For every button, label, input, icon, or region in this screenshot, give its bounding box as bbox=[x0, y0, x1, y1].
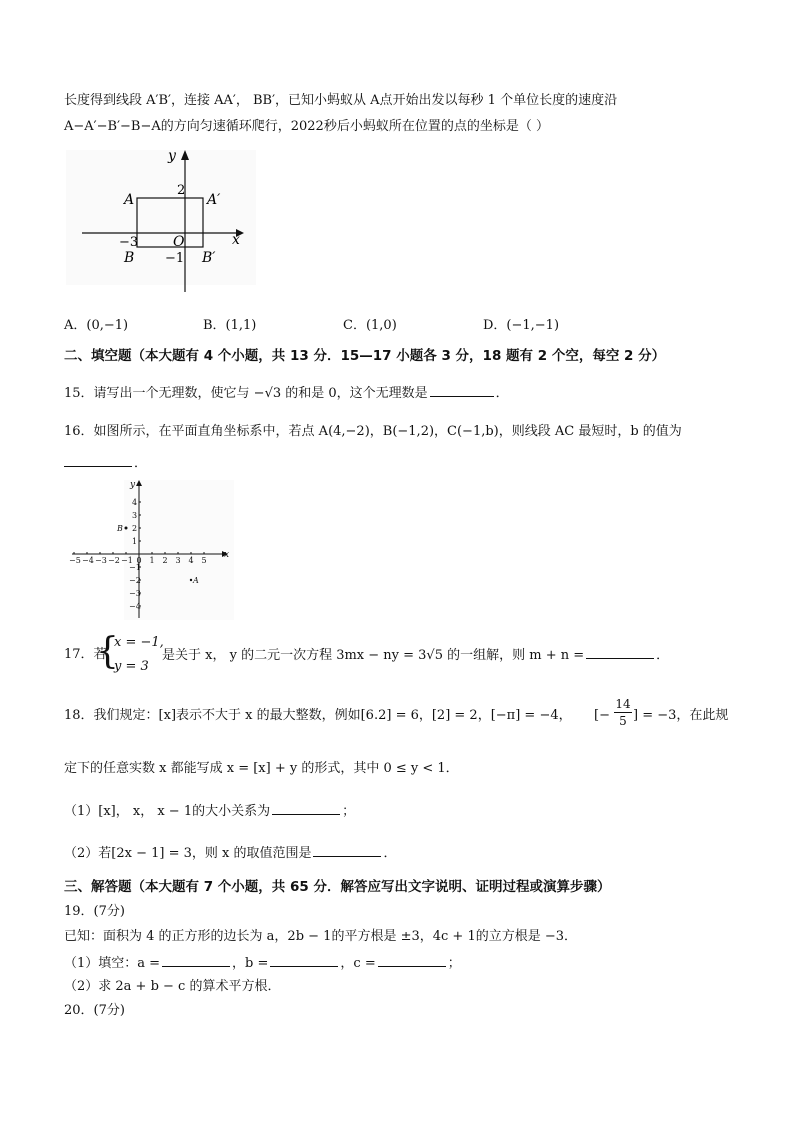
q17-eq1: x = −1, bbox=[114, 635, 164, 650]
q19-sub1-a-label: （1）填空：a = bbox=[64, 956, 161, 971]
q14-point-A: A bbox=[124, 192, 135, 208]
q17-question bbox=[162, 646, 669, 665]
q18-frac-pre: [− bbox=[594, 708, 610, 723]
q19-sub1-end: ； bbox=[447, 956, 461, 971]
q14-tick-2: 2 bbox=[177, 183, 186, 198]
q16-x-tick-label: 3 bbox=[175, 556, 181, 565]
q16-point-A-label: A bbox=[193, 576, 199, 585]
q16-x-tick-label: 1 bbox=[149, 556, 155, 565]
q16-y-tick-label: −2 bbox=[129, 576, 141, 585]
q14-tick-m1: −1 bbox=[165, 251, 185, 266]
q17-eq2: y = 3 bbox=[114, 659, 149, 674]
q14-point-B-prime: B′ bbox=[202, 250, 216, 266]
q14-y-label: y bbox=[168, 148, 176, 164]
q18-line1: 18．我们规定：[x]表示不大于 x 的最大整数，例如[6.2] = 6，[2] = 2，[−π] = −4， bbox=[64, 708, 572, 723]
section3-heading: 三、解答题（本大题有 7 个小题，共 65 分．解答应写出文字说明、证明过程或演算步骤） bbox=[64, 879, 611, 895]
q18-frac-num: 14 bbox=[615, 697, 631, 711]
q16-answer-line bbox=[64, 454, 147, 473]
q17-prefix: 17．若 bbox=[64, 647, 107, 662]
q16-x-tick-label: 0 bbox=[136, 556, 142, 565]
q18-line2: 定下的任意实数 x 都能写成 x = [x] + y 的形式，其中 0 ≤ y < 1． bbox=[64, 761, 459, 776]
q14-line1: 长度得到线段 A′B′，连接 AA′， BB′，已知小蚂蚁从 A点开始出发以每秒 1 个单位长度的速度沿 bbox=[64, 93, 618, 108]
q16-x-tick-label: −4 bbox=[82, 556, 94, 565]
q14-point-B: B bbox=[124, 250, 135, 266]
q15-end: ． bbox=[495, 386, 509, 401]
q18-sub1-text: （1）[x]， x， x − 1的大小关系为 bbox=[64, 804, 271, 819]
q16-figure bbox=[64, 478, 244, 623]
q20-title: 20．(7分) bbox=[64, 1003, 125, 1018]
q15-answer-blank bbox=[430, 384, 494, 397]
q18-sub2-blank bbox=[313, 844, 381, 857]
q18-sub2-text: （2）若[2x − 1] = 3，则 x 的取值范围是 bbox=[64, 846, 312, 861]
q16-x-tick-label: −5 bbox=[69, 556, 81, 565]
q16-y-tick-label: 4 bbox=[132, 498, 138, 507]
q18-fraction bbox=[614, 696, 632, 729]
q14-point-A-prime: A′ bbox=[207, 192, 221, 208]
q14-option-c: C．(1,0) bbox=[343, 318, 397, 333]
q18-frac-den: 5 bbox=[619, 714, 627, 728]
q16-y-tick-label: −3 bbox=[129, 589, 141, 598]
q17-text: 是关于 x， y 的二元一次方程 3mx − ny = 3√5 的一组解，则 m + n = bbox=[162, 648, 585, 663]
q16-y-tick-label: 1 bbox=[132, 537, 138, 546]
q16-x-tick-label: 5 bbox=[201, 556, 207, 565]
q16-point-A-dot bbox=[190, 579, 192, 581]
q14-origin: O bbox=[173, 234, 185, 250]
q19-blank-b bbox=[270, 954, 338, 967]
q16-x-tick-label: −2 bbox=[108, 556, 120, 565]
section2-heading: 二、填空题（本大题有 4 个小题，共 13 分．15—17 小题各 3 分，18 题有 2 个空，每空 2 分） bbox=[64, 348, 666, 364]
q16-text: 16．如图所示，在平面直角坐标系中，若点 A(4,−2)，B(−1,2)，C(−1,b)，则线段 AC 最短时，b 的值为 bbox=[64, 424, 682, 439]
q16-x-tick-label: 4 bbox=[188, 556, 194, 565]
q14-figure bbox=[64, 142, 264, 297]
q16-y-tick-label: 2 bbox=[132, 524, 138, 533]
q19-sub1 bbox=[64, 954, 461, 973]
q17-answer-blank bbox=[586, 646, 654, 659]
q19-sub1-b-label: ，b = bbox=[232, 956, 269, 971]
q14-x-label: x bbox=[232, 232, 240, 248]
q14-line2: A−A′−B′−B−A的方向匀速循环爬行，2022秒后小蚂蚁所在位置的点的坐标是（ ） bbox=[64, 119, 549, 134]
q14-option-b: B．(1,1) bbox=[203, 318, 257, 333]
q17-end: ． bbox=[656, 648, 670, 663]
q14-tick-m3: −3 bbox=[119, 235, 139, 250]
q16-x-label: x bbox=[224, 550, 230, 560]
q16-end: ． bbox=[134, 456, 148, 471]
q18-sub2 bbox=[64, 844, 397, 863]
q19-blank-a bbox=[162, 954, 230, 967]
q19-given: 已知：面积为 4 的正方形的边长为 a，2b − 1的平方根是 ±3，4c + 1的立方根是 −3． bbox=[64, 929, 578, 944]
q18-sub1 bbox=[64, 802, 355, 821]
q16-x-tick-label: 2 bbox=[162, 556, 168, 565]
q18-sub2-end: ． bbox=[383, 846, 397, 861]
q17-brace: { bbox=[96, 631, 119, 672]
q14-option-a: A．(0,−1) bbox=[64, 318, 129, 333]
q19-sub2: （2）求 2a + b − c 的算术平方根． bbox=[64, 979, 281, 994]
q16-point-B-label: B bbox=[117, 524, 123, 533]
q16-x-tick-label: −3 bbox=[95, 556, 107, 565]
q14-option-d: D．(−1,−1) bbox=[483, 318, 560, 333]
q16-y-label: y bbox=[130, 480, 136, 490]
q18-frac-post: ] = −3，在此规 bbox=[633, 708, 729, 723]
q19-sub1-c-label: ，c = bbox=[340, 956, 376, 971]
q19-title: 19．(7分) bbox=[64, 904, 125, 919]
q15-text: 15．请写出一个无理数，使它与 −√3 的和是 0，这个无理数是 bbox=[64, 386, 428, 401]
q16-y-tick-label: −1 bbox=[129, 563, 141, 572]
q15-question bbox=[64, 384, 509, 403]
q16-x-tick-label: −1 bbox=[121, 556, 133, 565]
q18-sub1-blank bbox=[272, 802, 340, 815]
q16-y-tick-label: −4 bbox=[129, 602, 141, 611]
q16-answer-blank bbox=[64, 454, 132, 467]
q19-blank-c bbox=[378, 954, 446, 967]
q16-point-B-dot bbox=[125, 527, 128, 530]
q18-sub1-end: ； bbox=[342, 804, 356, 819]
q16-y-tick-label: 3 bbox=[132, 511, 138, 520]
